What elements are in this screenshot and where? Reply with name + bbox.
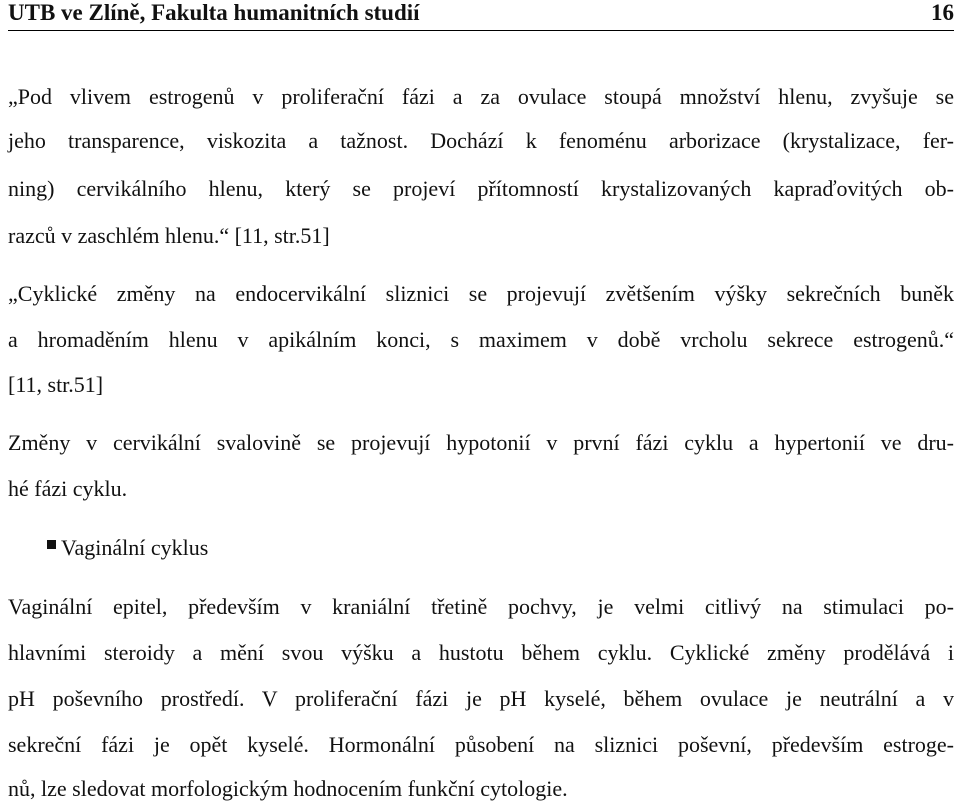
paragraph-line: [11, str.51] <box>8 372 104 397</box>
paragraph-line: jeho transparence, viskozita a tažnost. Dochází k fenoménu arborizace (krystalizace, fer- <box>8 128 954 153</box>
running-header <box>8 0 954 31</box>
section-bullet-heading <box>47 535 208 561</box>
paragraph-line: ning) cervikálního hlenu, který se projeví přítomností krystalizovaných kapraďovitých ob- <box>8 176 954 201</box>
header-title: UTB ve Zlíně, Fakulta humanitních studií <box>8 0 420 25</box>
paragraph-line: hé fázi cyklu. <box>8 476 128 501</box>
paragraph-line: Vaginální epitel, především v kraniální třetině pochvy, je velmi citlivý na stimulaci po- <box>8 594 954 619</box>
section-heading-text: Vaginální cyklus <box>61 535 209 560</box>
paragraph-line: „Pod vlivem estrogenů v proliferační fázi a za ovulace stoupá množství hlenu, zvyšuje se <box>8 84 954 109</box>
paragraph-line: razců v zaschlém hlenu.“ [11, str.51] <box>8 223 330 248</box>
square-bullet-icon <box>47 540 56 549</box>
paragraph-line: sekreční fázi je opět kyselé. Hormonální působení na sliznici poševní, především estroge- <box>8 732 954 757</box>
paragraph-line: Změny v cervikální svalovině se projevují hypotonií v první fázi cyklu a hypertonií ve dru- <box>8 430 954 455</box>
paragraph-line: „Cyklické změny na endocervikální sliznici se projevují zvětšením výšky sekrečních buněk <box>8 281 954 306</box>
paragraph-line: nů, lze sledovat morfologickým hodnocením funkční cytologie. <box>8 776 568 801</box>
paragraph-line: a hromaděním hlenu v apikálním konci, s maximem v době vrcholu sekrece estrogenů.“ <box>8 327 954 352</box>
paragraph-line: pH poševního prostředí. V proliferační fázi je pH kyselé, během ovulace je neutrální a v <box>8 686 954 711</box>
page-number: 16 <box>931 0 954 25</box>
paragraph-line: hlavními steroidy a mění svou výšku a hustotu během cyklu. Cyklické změny prodělává i <box>8 640 954 665</box>
